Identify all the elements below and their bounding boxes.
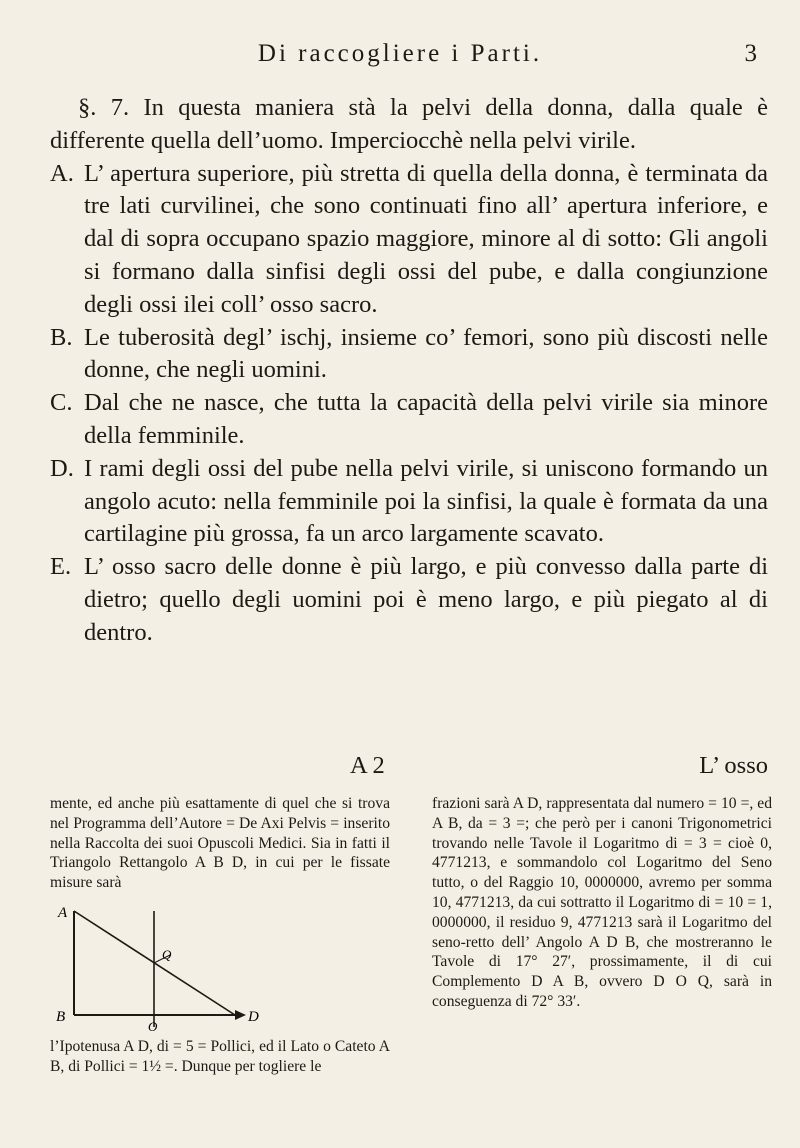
item-letter: C. [50,389,73,417]
running-head-title: Di raccogliere i Parti. [257,40,543,67]
footnote-left-column [50,794,390,1077]
item-d [50,453,768,551]
signature-mark: A 2 [350,752,385,779]
catchword: L’ osso [699,752,768,779]
label-a: A [58,904,68,921]
item-letter: D. [50,454,74,482]
intro-paragraph: §. 7. In questa maniera stà la pelvi della donna, dalla quale è differente quella dell’uomo. Imperciocchè nella pelvi virile. [50,94,768,154]
item-text: Dal che ne nasce, che tutta la capacità della pelvi virile sia minore della femminile. [84,389,768,449]
item-e [50,551,768,649]
triangle-figure [50,903,390,1033]
label-b: B [56,1008,66,1025]
label-o: O [148,1018,158,1033]
label-q: Q [162,946,172,962]
label-d: D [248,1008,259,1025]
item-b [50,322,768,388]
footnote-right-column [432,794,772,1012]
footnote-right-text: frazioni sarà A D, rappresentata dal numero = 10 =, ed A B, da = 3 =; che però per i canoni Trigonometrici trovando nelle Tavole il Logaritmo di = 3 = cioè 0, 4771213, e sommandolo col Logaritmo del Seno tutto, o del Raggio 10, 0000000, avremo per somma 10, 4771213, da cui sottratto il Logaritmo di = 10 = 1, 0000000, il residuo 9, 4771213 sarà il Logaritmo del seno-retto dell’ Angolo A D B, che mostreranno le Tavole di 17° 27′, prossimamente, il di cui Complemento D A B, ovvero D O Q, sarà in conseguenza di 72° 33′. [432,795,772,1010]
item-text: L’ apertura superiore, più stretta di quella della donna, è terminata da tre lati curvilinei, che sono continuati fino all’ apertura inferiore, e dal di sopra occupano spazio maggiore, minore al di sotto: Gli angoli si formano dalla sinfisi degli ossi del pube, e dalla congiunzione degli ossi ilei coll’ osso sacro. [84,159,768,318]
item-text: L’ osso sacro delle donne è più largo, e più convesso dalla parte di dietro; quello degli uomini poi è meno largo, e più piegato al di dentro. [84,553,768,646]
triangle-diagram [50,903,390,1033]
main-text [50,92,768,650]
footnote-left-top: mente, ed anche più esattamente di quel che si trova nel Programma dell’Autore = De Axi Pelvis = inserito nella Raccolta dei suoi Opuscoli Medici. Sia in fatti il Triangolo Rettangolo A B D, in cui per le fissate misure sarà [50,795,390,892]
item-c [50,387,768,453]
item-letter: E. [50,553,72,581]
signature-line [50,752,768,786]
page-number: 3 [744,40,760,67]
item-a [50,158,768,322]
item-text: Le tuberosità degl’ ischj, insieme co’ femori, sono più discosti nelle donne, che negli uomini. [84,323,768,384]
item-letter: B. [50,323,73,351]
running-head [40,40,760,80]
item-text: I rami degli ossi del pube nella pelvi virile, si uniscono formando un angolo acuto: nella femminile poi la sinfisi, la quale è formata da una cartilagine più grossa, fa un arco largamente scavato. [84,454,768,548]
footnote-left-bottom: l’Ipotenusa A D, di = 5 = Pollici, ed il Lato o Cateto A B, di Pollici = 1½ =. Dunque per togliere le [50,1037,390,1075]
arrow-head [235,1010,246,1020]
item-letter: A. [50,159,74,187]
